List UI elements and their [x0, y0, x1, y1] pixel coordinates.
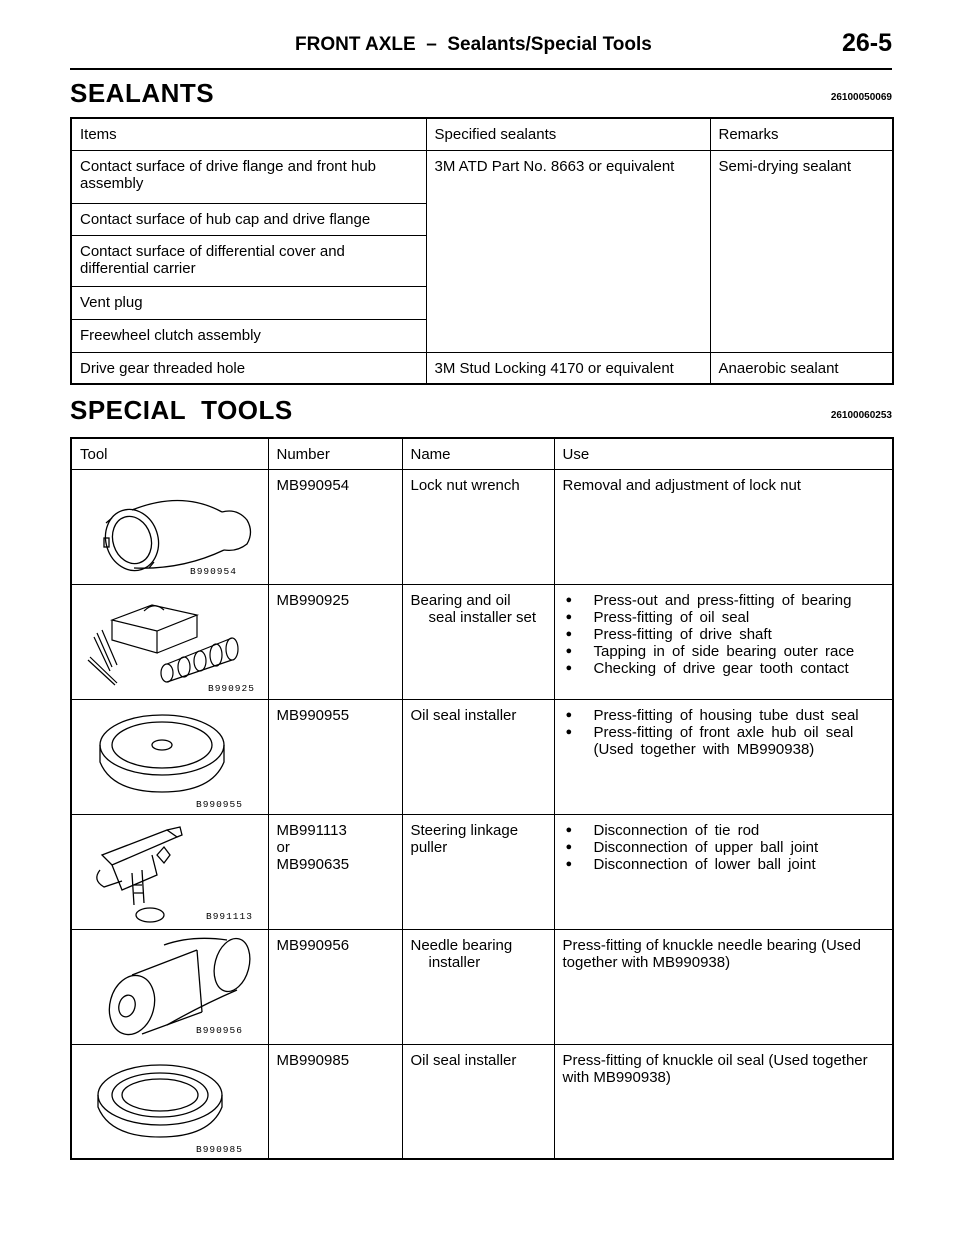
bullet-icon: ● — [565, 593, 573, 606]
column-header: Tool — [71, 438, 268, 469]
use-note: (Used together with MB990938) — [593, 740, 815, 758]
page-number: 26-5 — [841, 29, 892, 57]
use-list — [563, 822, 885, 873]
list-item — [563, 592, 885, 609]
tool-number-cell — [268, 814, 402, 929]
column-header: Remarks — [710, 118, 893, 150]
tool-illustration-cell — [71, 584, 268, 699]
item-cell: Contact surface of differential cover and differential carrier — [71, 235, 426, 286]
tool-name-line: Needle bearing — [410, 936, 513, 954]
bullet-icon: ● — [565, 708, 573, 721]
use-text: Checking of drive gear tooth contact — [593, 659, 849, 677]
tool-illustration-cell — [71, 699, 268, 814]
tool-name-cell — [402, 929, 554, 1044]
tool-name-cell — [402, 814, 554, 929]
list-item — [563, 839, 885, 856]
list-item — [563, 724, 885, 741]
remark-cell: Semi-drying sealant — [710, 150, 893, 352]
table-row — [71, 469, 893, 584]
tool-name-line: Steering linkage — [410, 821, 519, 839]
tool-illustration-cell — [71, 1044, 268, 1159]
table-header-row — [71, 438, 893, 469]
tool-illustration-cell — [71, 469, 268, 584]
bullet-icon: ● — [565, 644, 573, 657]
tool-use-cell — [554, 584, 893, 699]
sealants-title: SEALANTS — [70, 78, 215, 108]
tool-number-cell: MB990956 — [268, 929, 402, 1044]
column-header: Items — [71, 118, 426, 150]
tool-code-label: B990925 — [208, 682, 255, 694]
column-header: Number — [268, 438, 402, 469]
lock-nut-wrench-image — [72, 470, 268, 584]
list-item — [563, 660, 885, 677]
sealants-table — [70, 117, 894, 385]
tool-name-cell — [402, 584, 554, 699]
list-item — [563, 856, 885, 873]
use-text: Press-fitting of oil seal — [593, 608, 750, 626]
tool-use-cell: Press-fitting of knuckle oil seal (Used together with MB990938) — [554, 1044, 893, 1159]
tool-number-cell: MB990985 — [268, 1044, 402, 1159]
list-item — [563, 822, 885, 839]
bullet-icon: ● — [565, 840, 573, 853]
tool-code-label: B990954 — [190, 565, 237, 577]
list-item — [563, 707, 885, 724]
table-row — [71, 814, 893, 929]
remark-cell: Anaerobic sealant — [710, 352, 893, 384]
sealant-cell: 3M ATD Part No. 8663 or equivalent — [426, 150, 710, 352]
use-text: Disconnection of lower ball joint — [593, 855, 816, 873]
table-row — [71, 584, 893, 699]
special-tools-table — [70, 437, 894, 1160]
sealant-cell: 3M Stud Locking 4170 or equivalent — [426, 352, 710, 384]
column-header: Use — [554, 438, 893, 469]
tool-name-cell: Lock nut wrench — [402, 469, 554, 584]
tool-name-line: installer — [428, 953, 481, 971]
tool-number-cell: MB990925 — [268, 584, 402, 699]
sealants-code: 26100050069 — [830, 92, 892, 103]
tool-code-label: B991113 — [206, 910, 253, 922]
table-row — [71, 929, 893, 1044]
page-header — [70, 28, 892, 70]
bullet-icon: ● — [565, 725, 573, 738]
use-text: Disconnection of tie rod — [593, 821, 760, 839]
special-tools-title: SPECIAL TOOLS — [70, 395, 293, 425]
tool-code-label: B990985 — [196, 1143, 243, 1155]
item-cell: Freewheel clutch assembly — [71, 319, 426, 352]
tool-number-cell: MB990954 — [268, 469, 402, 584]
tool-number-or: or — [276, 838, 290, 856]
tool-name-cell: Oil seal installer — [402, 699, 554, 814]
tool-use-cell: Removal and adjustment of lock nut — [554, 469, 893, 584]
list-item — [563, 643, 885, 660]
tool-number-cell: MB990955 — [268, 699, 402, 814]
column-header: Specified sealants — [426, 118, 710, 150]
tool-code-label: B990956 — [196, 1024, 243, 1036]
use-text: Press-fitting of housing tube dust seal — [593, 706, 859, 724]
use-text: Press-out and press-fitting of bearing — [593, 591, 852, 609]
tool-use-cell — [554, 699, 893, 814]
tool-use-cell — [554, 814, 893, 929]
bullet-icon: ● — [565, 661, 573, 674]
column-header: Name — [402, 438, 554, 469]
item-cell: Drive gear threaded hole — [71, 352, 426, 384]
tool-code-label: B990955 — [196, 798, 243, 810]
item-cell: Contact surface of drive flange and front hub assembly — [71, 150, 426, 203]
tool-illustration-cell — [71, 814, 268, 929]
tool-name-line: puller — [410, 838, 448, 856]
bullet-icon: ● — [565, 857, 573, 870]
table-row — [71, 699, 893, 814]
table-row — [71, 150, 893, 203]
tool-number: MB991113 — [276, 821, 347, 839]
special-tools-code: 26100060253 — [830, 410, 892, 421]
table-header-row — [71, 118, 893, 150]
bullet-icon: ● — [565, 627, 573, 640]
use-text: Press-fitting of drive shaft — [593, 625, 772, 643]
tool-use-cell: Press-fitting of knuckle needle bearing (Used together with MB990938) — [554, 929, 893, 1044]
bullet-icon: ● — [565, 823, 573, 836]
tool-illustration-cell — [71, 929, 268, 1044]
table-row — [71, 1044, 893, 1159]
list-item — [563, 609, 885, 626]
item-cell: Contact surface of hub cap and drive flange — [71, 203, 426, 235]
table-row — [71, 352, 893, 384]
use-list — [563, 707, 885, 741]
list-item — [563, 626, 885, 643]
header-title: FRONT AXLE – Sealants/Special Tools — [295, 34, 652, 55]
tool-number-alt: MB990635 — [276, 855, 350, 873]
bullet-icon: ● — [565, 610, 573, 623]
tool-name-line: Bearing and oil — [410, 591, 511, 609]
item-cell: Vent plug — [71, 286, 426, 319]
tool-name-cell: Oil seal installer — [402, 1044, 554, 1159]
use-list — [563, 592, 885, 677]
use-text: Press-fitting of front axle hub oil seal — [593, 723, 854, 741]
use-text: Tapping in of side bearing outer race — [593, 642, 855, 660]
tool-name-line: seal installer set — [428, 608, 537, 626]
use-text: Disconnection of upper ball joint — [593, 838, 819, 856]
